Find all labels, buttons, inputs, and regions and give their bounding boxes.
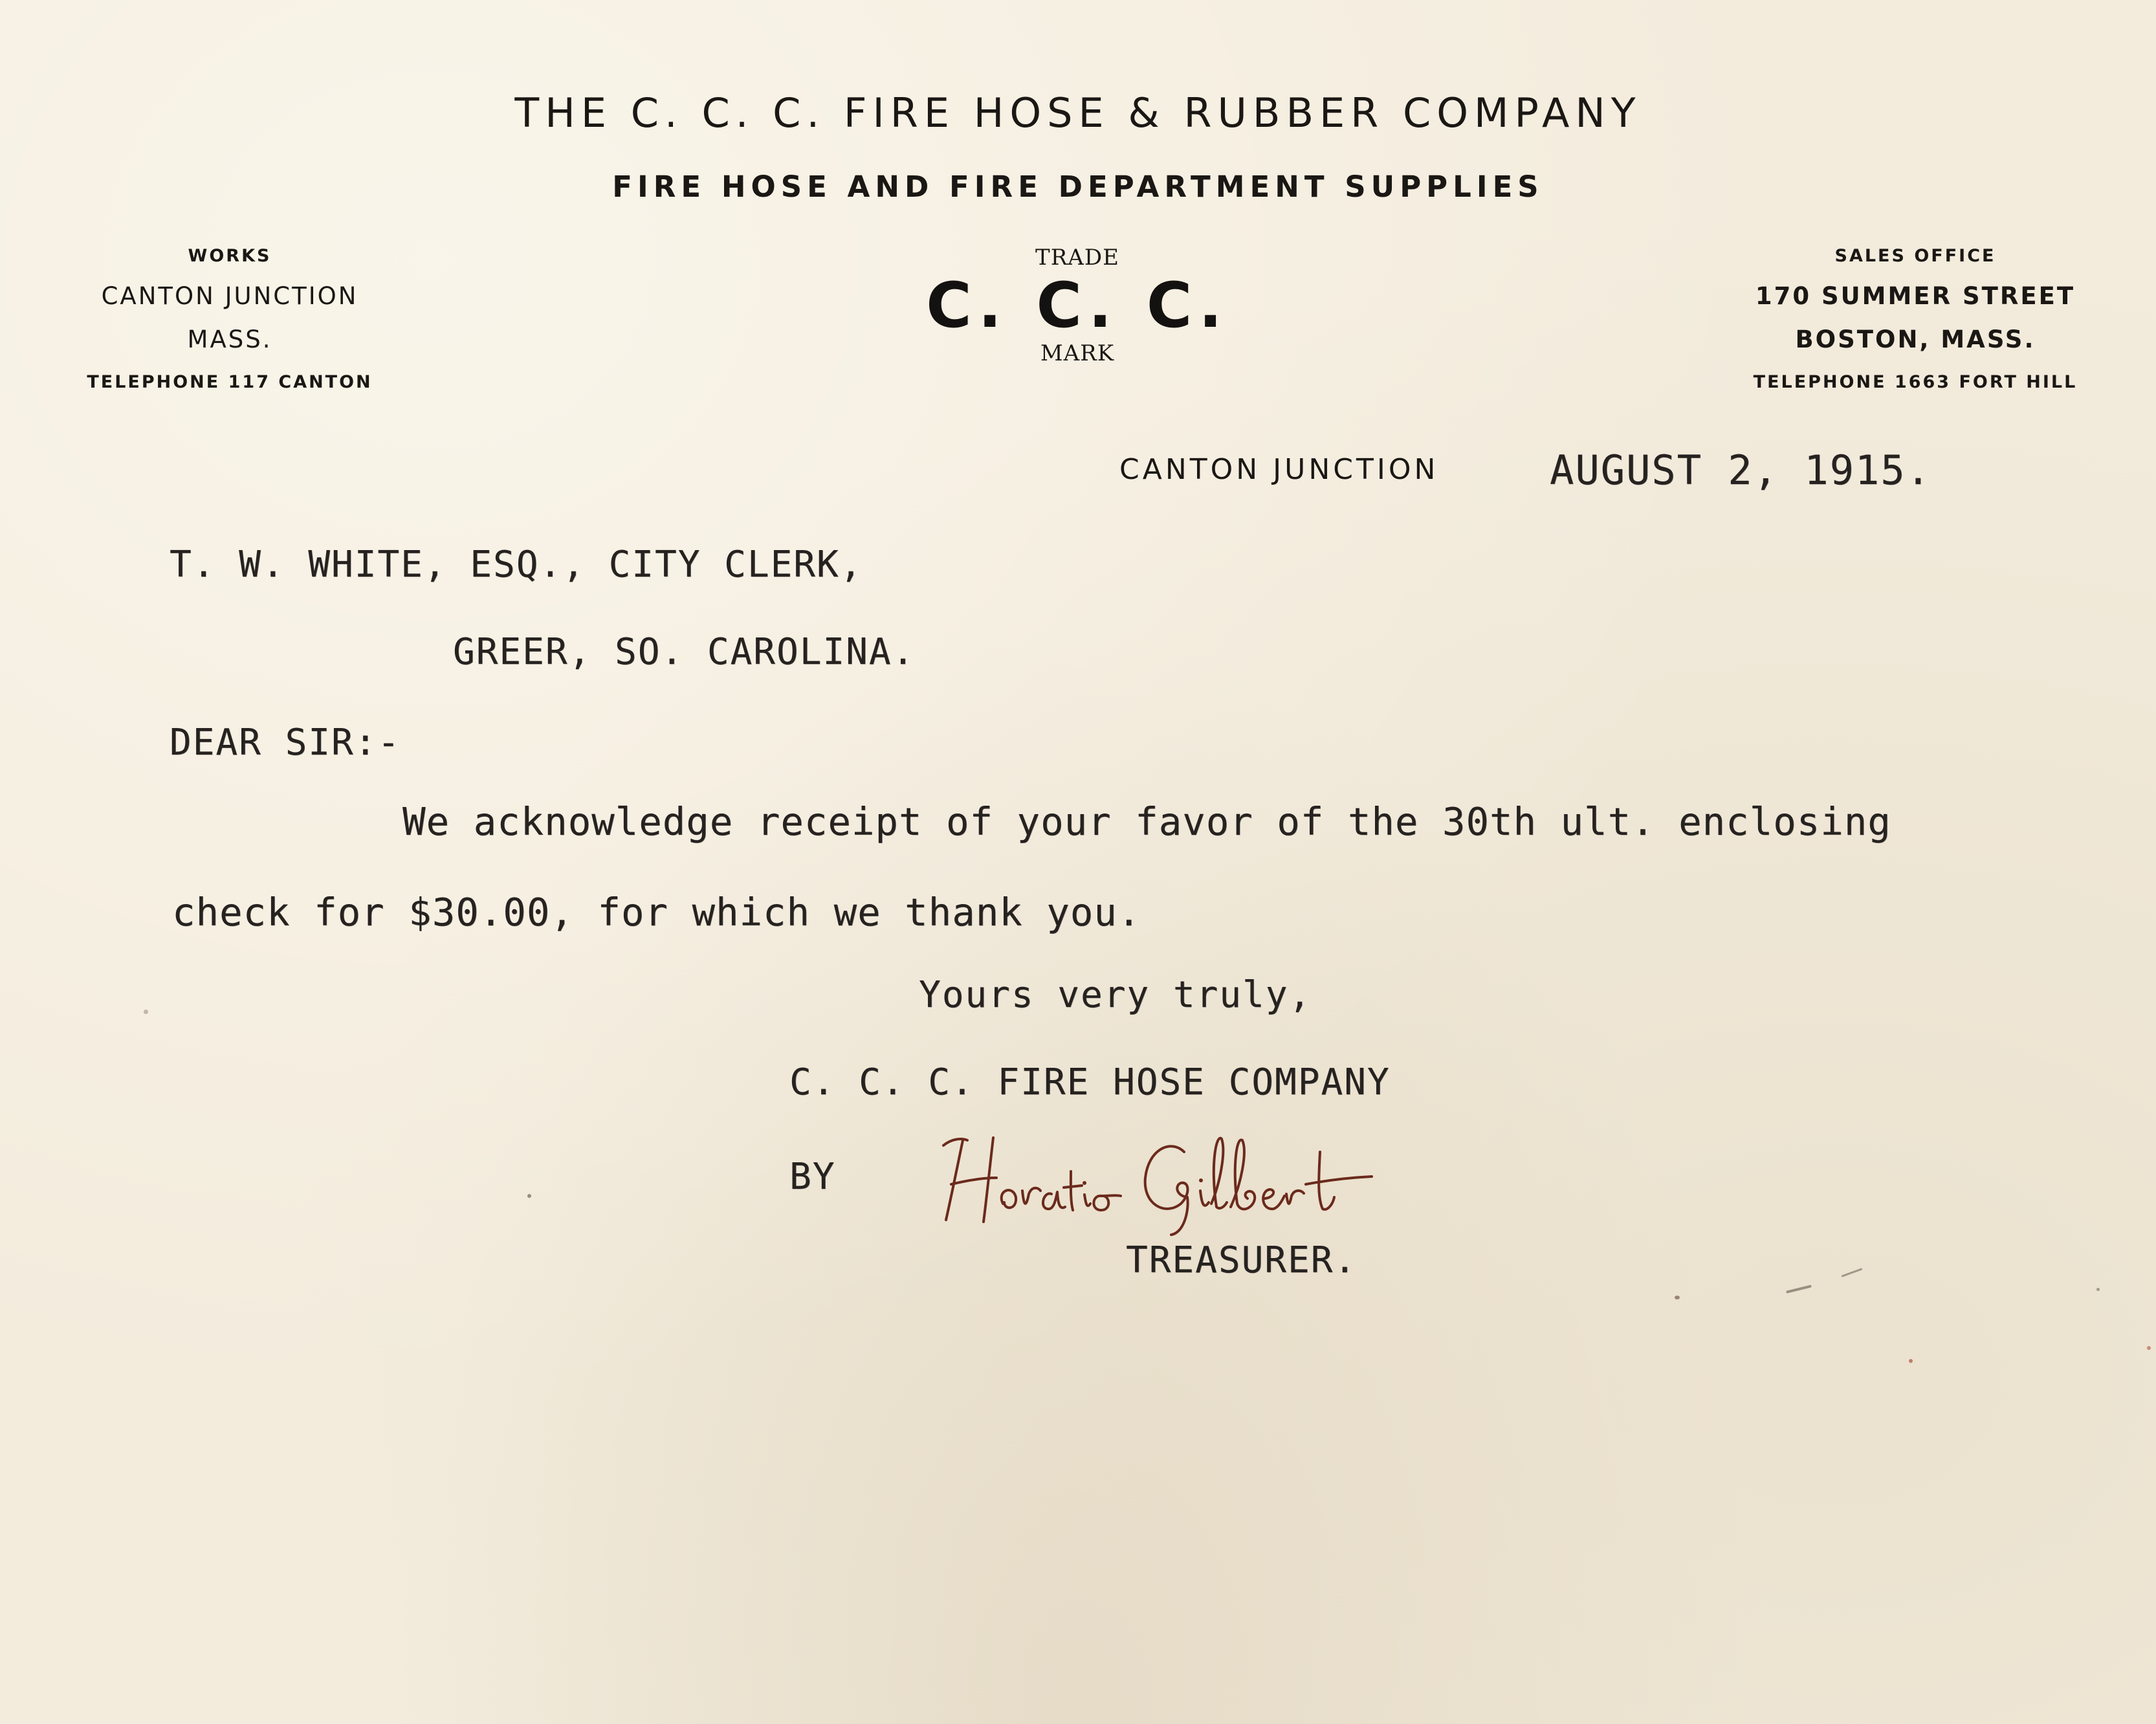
paper-speck (2096, 1288, 2100, 1291)
paper-speck (527, 1194, 531, 1198)
company-tagline: FIRE HOSE AND FIRE DEPARTMENT SUPPLIES (612, 170, 1544, 204)
letter-date: AUGUST 2, 1915. (1550, 447, 1931, 494)
recipient-line1: T. W. WHITE, ESQ., CITY CLERK, (170, 544, 863, 586)
sales-office-label: SALES OFFICE (1834, 246, 1996, 266)
works-line1: CANTON JUNCTION (101, 282, 358, 310)
paper-speck (1675, 1296, 1680, 1299)
sales-office-phone: TELEPHONE 1663 FORT HILL (1753, 372, 2078, 392)
body-line2: check for $30.00, for which we thank you. (172, 890, 1141, 934)
paper-mark (1842, 1268, 1863, 1277)
paper-speck (1909, 1359, 1913, 1363)
salutation: DEAR SIR:- (170, 722, 401, 764)
trademark-bottom: MARK (1040, 340, 1115, 366)
works-line2: MASS. (187, 326, 272, 353)
paper-speck (2147, 1346, 2151, 1350)
by-label: BY (789, 1156, 836, 1198)
company-name: THE C. C. C. FIRE HOSE & RUBBER COMPANY (514, 89, 1642, 137)
sales-office-line2: BOSTON, MASS. (1795, 326, 2036, 353)
letter-place: CANTON JUNCTION (1119, 453, 1439, 486)
trademark-top: TRADE (1035, 245, 1119, 271)
signer-title: TREASURER. (1126, 1239, 1358, 1281)
paper-mark (1786, 1285, 1812, 1294)
closing: Yours very truly, (919, 974, 1312, 1016)
signer-company: C. C. C. FIRE HOSE COMPANY (789, 1061, 1391, 1103)
handwritten-signature (932, 1113, 1385, 1236)
works-address-block (58, 247, 401, 391)
sales-office-block (1721, 247, 2109, 391)
trademark-block (899, 245, 1255, 366)
body-line1: We acknowledge receipt of your favor of the 30th ult. enclosing (402, 799, 1891, 844)
sales-office-line1: 170 SUMMER STREET (1755, 282, 2076, 310)
recipient-line2: GREER, SO. CAROLINA. (453, 631, 916, 673)
trademark-logo: C. C. C. (926, 269, 1229, 342)
works-label: WORKS (188, 246, 272, 266)
paper-speck (144, 1010, 148, 1014)
works-phone: TELEPHONE 117 CANTON (87, 372, 373, 392)
